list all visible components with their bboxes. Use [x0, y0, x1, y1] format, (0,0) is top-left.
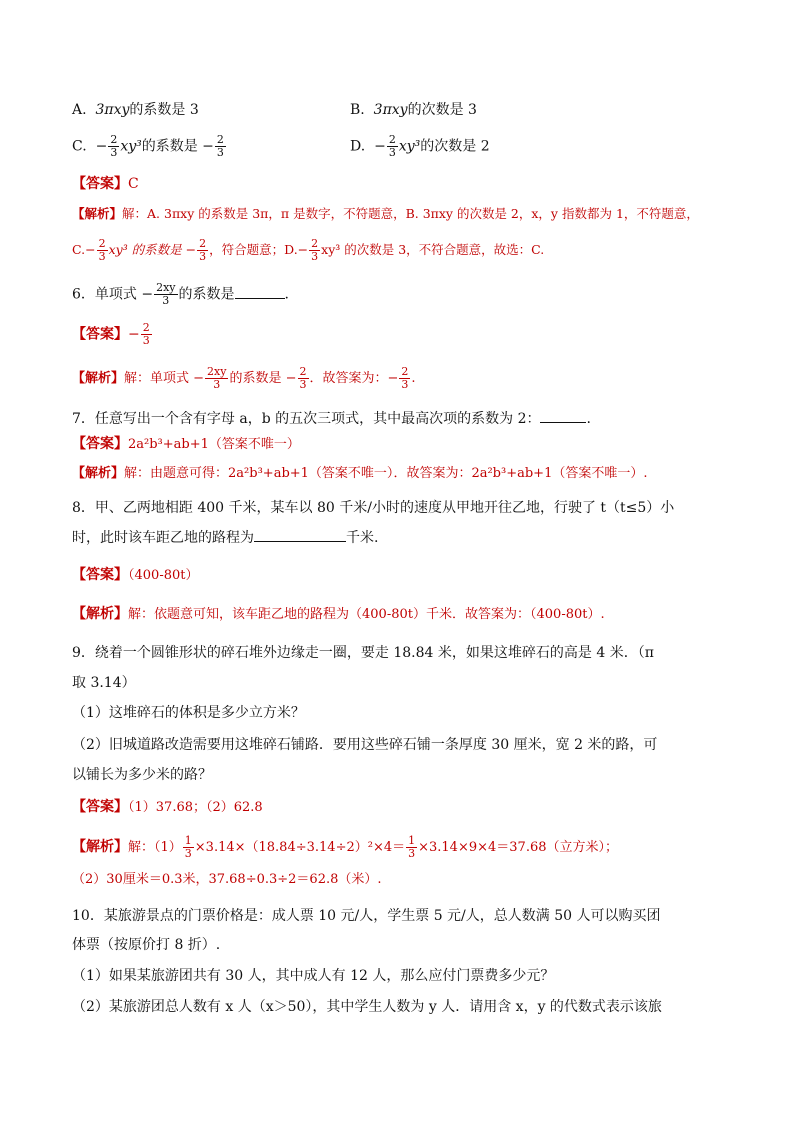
q10-part2: （2）某旅游团总人数有 x 人（x＞50），其中学生人数为 y 人．请用含 x，y 的代数式表示该旅	[72, 999, 662, 1015]
option-b: B. 3πxy的次数是 3	[350, 102, 477, 118]
q9-part2-line2: 以铺长为多少米的路？	[72, 767, 212, 783]
q9-analysis-line2: （2）30厘米＝0.3米，37.68÷0.3÷2＝62.8（米）.	[72, 872, 382, 887]
q9-part2-line1: （2）旧城道路改造需要用这堆碎石铺路．要用这些碎石铺一条厚度 30 厘米，宽 2 米的路，可	[72, 737, 658, 753]
q6-answer: 【答案】− $\frac{2}{3}$	[72, 321, 150, 347]
q6-stem: 6．单项式 − $\frac{2xy}{3}$ 的系数是 .	[72, 281, 289, 307]
q10-part1: （1）如果某旅游团共有 30 人，其中成人有 12 人，那么应付门票费多少元？	[72, 968, 555, 984]
answer-blank	[254, 527, 346, 542]
option-a: A. 3πxy的系数是 3	[72, 102, 199, 118]
q9-stem-line2: 取 3.14）	[72, 675, 136, 691]
answer-blank	[235, 284, 285, 299]
q5-answer: 【答案】C	[72, 176, 139, 192]
option-c: C. − $\frac{2}{3}$ xy³的系数是 − $\frac{2}{3}$	[72, 133, 224, 159]
q9-part1: （1）这堆碎石的体积是多少立方米？	[72, 705, 305, 721]
q7-answer: 【答案】2a²b³+ab+1（答案不唯一）	[72, 436, 300, 452]
q7-stem: 7．任意写出一个含有字母 a，b 的五次三项式，其中最高次项的系数为 2： .	[72, 408, 724, 429]
q9-stem-line1: 9．绕着一个圆锥形状的碎石堆外边缘走一圈，要走 18.84 米，如果这堆碎石的高是 4 米．（π	[72, 645, 654, 661]
q7-analysis: 【解析】解：由题意可得：2a²b³+ab+1（答案不唯一）．故答案为：2a²b³+ab+1（答案不唯一）.	[72, 466, 648, 481]
q9-analysis-line1: 【解析】解：（1） $\frac{1}{3}$ ×3.14×（18.84÷3.14÷2）²×4＝ $\frac{1}{3}$ ×3.14×9×4＝37.68（立方米）；	[72, 834, 618, 860]
q6-analysis: 【解析】解：单项式 − $\frac{2xy}{3}$ 的系数是 − $\frac{2}{3}$ ．故答案为：− $\frac{2}{3}$ .	[72, 365, 416, 391]
fraction: $\frac{2}{3}$	[110, 133, 118, 159]
q10-stem-line2: 体票（按原价打 8 折）.	[72, 937, 221, 953]
answer-blank	[540, 408, 586, 423]
q9-answer: 【答案】（1）37.68；（2）62.8	[72, 799, 263, 815]
option-d: D. − $\frac{2}{3}$ xy³的次数是 2	[350, 133, 490, 159]
fraction: $\frac{2}{3}$	[216, 133, 224, 159]
q5-analysis-line2: C.− $\frac{2}{3}$ xy³ 的系数是 − $\frac{2}{3}$ ，符合题意；D.− $\frac{2}{3}$ xy³ 的次数是 3，不符合题意，故选：C.	[72, 237, 545, 263]
q8-analysis: 【解析】解：依题意可知，该车距乙地的路程为（400-80t）千米．故答案为：（400-80t）.	[72, 606, 605, 622]
q8-answer: 【答案】（400-80t）	[72, 567, 199, 583]
q10-stem-line1: 10．某旅游景点的门票价格是：成人票 10 元/人，学生票 5 元/人，总人数满 50 人可以购买团	[72, 908, 661, 924]
q8-stem-line1: 8．甲、乙两地相距 400 千米，某车以 80 千米/小时的速度从甲地开往乙地，行驶了 t（t≤5）小	[72, 500, 675, 516]
q5-analysis-line1: 【解析】解：A. 3πxy 的系数是 3π，π 是数字，不符题意，B. 3πxy 的次数是 2，x，y 指数都为 1，不符题意，	[72, 206, 699, 221]
fraction: $\frac{2}{3}$	[388, 133, 396, 159]
q8-stem-line2: 时，此时该车距乙地的路程为 千米.	[72, 527, 724, 548]
